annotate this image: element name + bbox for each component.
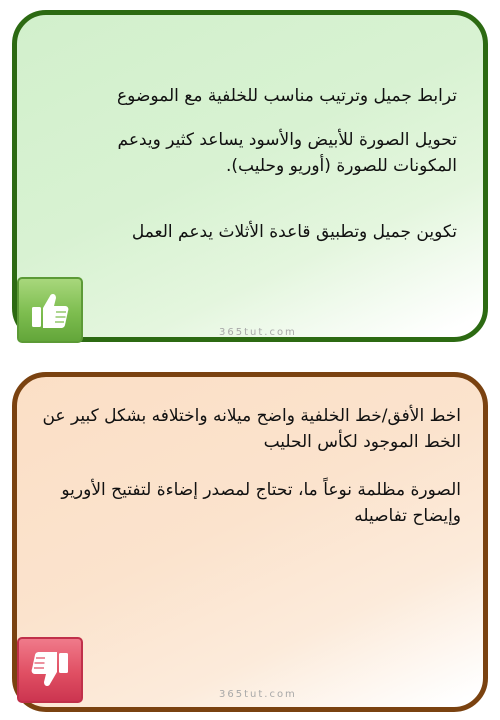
- thumbs-down-badge: [17, 637, 83, 703]
- watermark: 365tut.com: [219, 327, 297, 338]
- cons-card: [12, 372, 488, 712]
- pros-text: [57, 83, 457, 245]
- watermark: 365tut.com: [219, 689, 297, 700]
- pros-point: ترابط جميل وترتيب مناسب للخلفية مع الموضوع: [117, 86, 457, 106]
- pros-point: تحويل الصورة للأبيض والأسود يساعد كثير ويدعم المكونات للصورة (أوريو وحليب).: [117, 130, 457, 176]
- thumbs-up-badge: [17, 277, 83, 343]
- thumbs-up-icon: [28, 288, 72, 332]
- pros-card: [12, 10, 488, 342]
- pros-point: تكوين جميل وتطبيق قاعدة الأثلاث يدعم العمل: [131, 222, 457, 242]
- thumbs-down-icon: [28, 648, 72, 692]
- cons-text: [21, 403, 461, 529]
- cons-point: الصورة مظلمة نوعاً ما، تحتاج لمصدر إضاءة لتفتيح الأوريو وإيضاح تفاصيله: [61, 480, 461, 526]
- cons-point: اخط الأفق/خط الخلفية واضح ميلانه واختلافه بشكل كبير عن الخط الموجود لكأس الحليب: [42, 406, 461, 452]
